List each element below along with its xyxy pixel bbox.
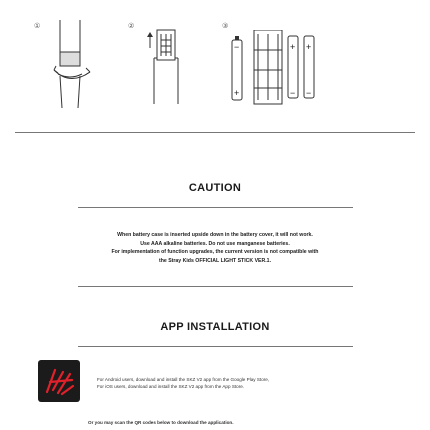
skz-app-icon xyxy=(38,360,80,402)
top-divider xyxy=(15,132,415,133)
qr-code-note: Or you may scan the QR codes below to download the application. xyxy=(88,420,234,425)
plus-sign-right-top: + xyxy=(306,42,312,52)
caution-line-1: When battery case is inserted upside down in the battery cover, it will not work. xyxy=(117,232,313,238)
step-2-number: ② xyxy=(128,23,135,30)
step-1-number: ① xyxy=(34,23,41,30)
plus-sign-left-bottom: + xyxy=(234,88,240,98)
step-3-batteries-illustration xyxy=(226,30,346,110)
caution-body xyxy=(0,231,430,265)
caution-title: CAUTION xyxy=(188,182,242,194)
minus-sign-right-bottom: − xyxy=(306,88,312,98)
skz-logo-icon xyxy=(38,360,80,402)
minus-sign-mid-bottom: − xyxy=(290,88,296,98)
minus-sign-left-top: − xyxy=(234,42,240,52)
android-instructions: For Android users, download and install the SKZ V2 app from the Google Play Store, xyxy=(97,377,270,382)
app-installation-title: APP INSTALLATION xyxy=(160,321,270,333)
step-1-twist-illustration xyxy=(40,18,100,108)
app-install-instructions xyxy=(97,376,269,391)
caution-line-2: Use AAA alkaline batteries. Do not use manganese batteries. xyxy=(140,240,290,247)
step-3-number: ③ xyxy=(222,23,229,30)
ios-instructions: For iOS users, download and install the SKZ V2 app from the App Store. xyxy=(97,384,245,390)
caution-line-3: For implementation of function upgrades, the current version is not compatible with xyxy=(111,249,319,256)
caution-line-4: the Stray Kids OFFICIAL LIGHT STICK VER.1. xyxy=(158,257,272,264)
step-2-holder-illustration xyxy=(140,18,190,108)
plus-sign-mid-top: + xyxy=(290,42,296,52)
caution-top-rule xyxy=(78,207,353,208)
app-title-rule xyxy=(78,346,353,347)
caution-bottom-rule xyxy=(78,286,353,287)
